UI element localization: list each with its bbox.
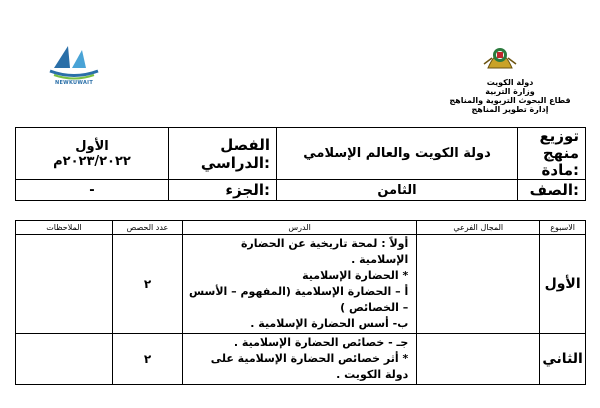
header-count: عدد الحصص [113,221,183,235]
info-table [15,127,586,201]
plan-header-row [16,221,586,235]
lesson-cell [183,334,417,385]
count-cell: ٢ [113,334,183,385]
part-label: الجزء: [169,180,277,201]
year-value: ٢٠٢٣/٢٠٢٢م [53,153,131,169]
lesson-line: – الخصائص ) [340,301,409,314]
grade-label: الصف: [518,180,586,201]
lesson-line: جـ - خصائص الحضارة الإسلامية . [233,336,409,349]
semester-label: الفصل الدراسي: [169,128,277,180]
header-week: الاسبوع [540,221,586,235]
week-cell: الأول [540,235,586,334]
subject-value: دولة الكويت والعالم الإسلامي [277,128,518,180]
plan-table [15,220,586,385]
semester-year-cell [16,128,169,180]
table-row [16,235,586,334]
lesson-line: الإسلامية . [351,253,409,266]
week-cell: الثاني [540,334,586,385]
ministry-line: وزارة التربية [485,87,535,96]
ministry-line: دولة الكويت [486,78,534,87]
subject-label: مادة: [541,161,579,179]
lesson-line: ب- أسس الحضارة الإسلامية . [250,317,409,330]
lesson-line: أولاً : لمحة تاريخية عن الحضارة [240,237,409,250]
lesson-cell [183,235,417,334]
notes-cell [16,235,113,334]
domain-cell [417,235,540,334]
notes-cell [16,334,113,385]
lesson-line: * أثر خصائص الحضارة الإسلامية على [210,352,409,365]
header-notes: الملاحظات [16,221,113,235]
title-label: توزيع منهج [539,127,579,162]
title-subject-label [518,128,586,180]
lesson-line: * الحضارة الإسلامية [302,269,409,282]
ministry-text [440,78,580,114]
part-value: - [16,180,169,201]
ministry-line: قطاع البحوث التربوية والمناهج [449,96,571,105]
new-kuwait-logo-text: NEWKUWAIT [54,80,94,86]
kuwait-emblem-icon [480,38,520,72]
lesson-line: دولة الكويت . [336,368,409,381]
grade-value: الثامن [277,180,518,201]
table-row [16,334,586,385]
count-cell: ٢ [113,235,183,334]
new-kuwait-logo-icon [48,40,100,80]
header-domain: المجال الفرعي [417,221,540,235]
semester-value: الأول [75,138,109,154]
header-lesson: الدرس [183,221,417,235]
ministry-line: إدارة تطوير المناهج [471,105,549,114]
domain-cell [417,334,540,385]
lesson-line: أ – الحضارة الإسلامية (المفهوم – الأسس [189,285,409,298]
